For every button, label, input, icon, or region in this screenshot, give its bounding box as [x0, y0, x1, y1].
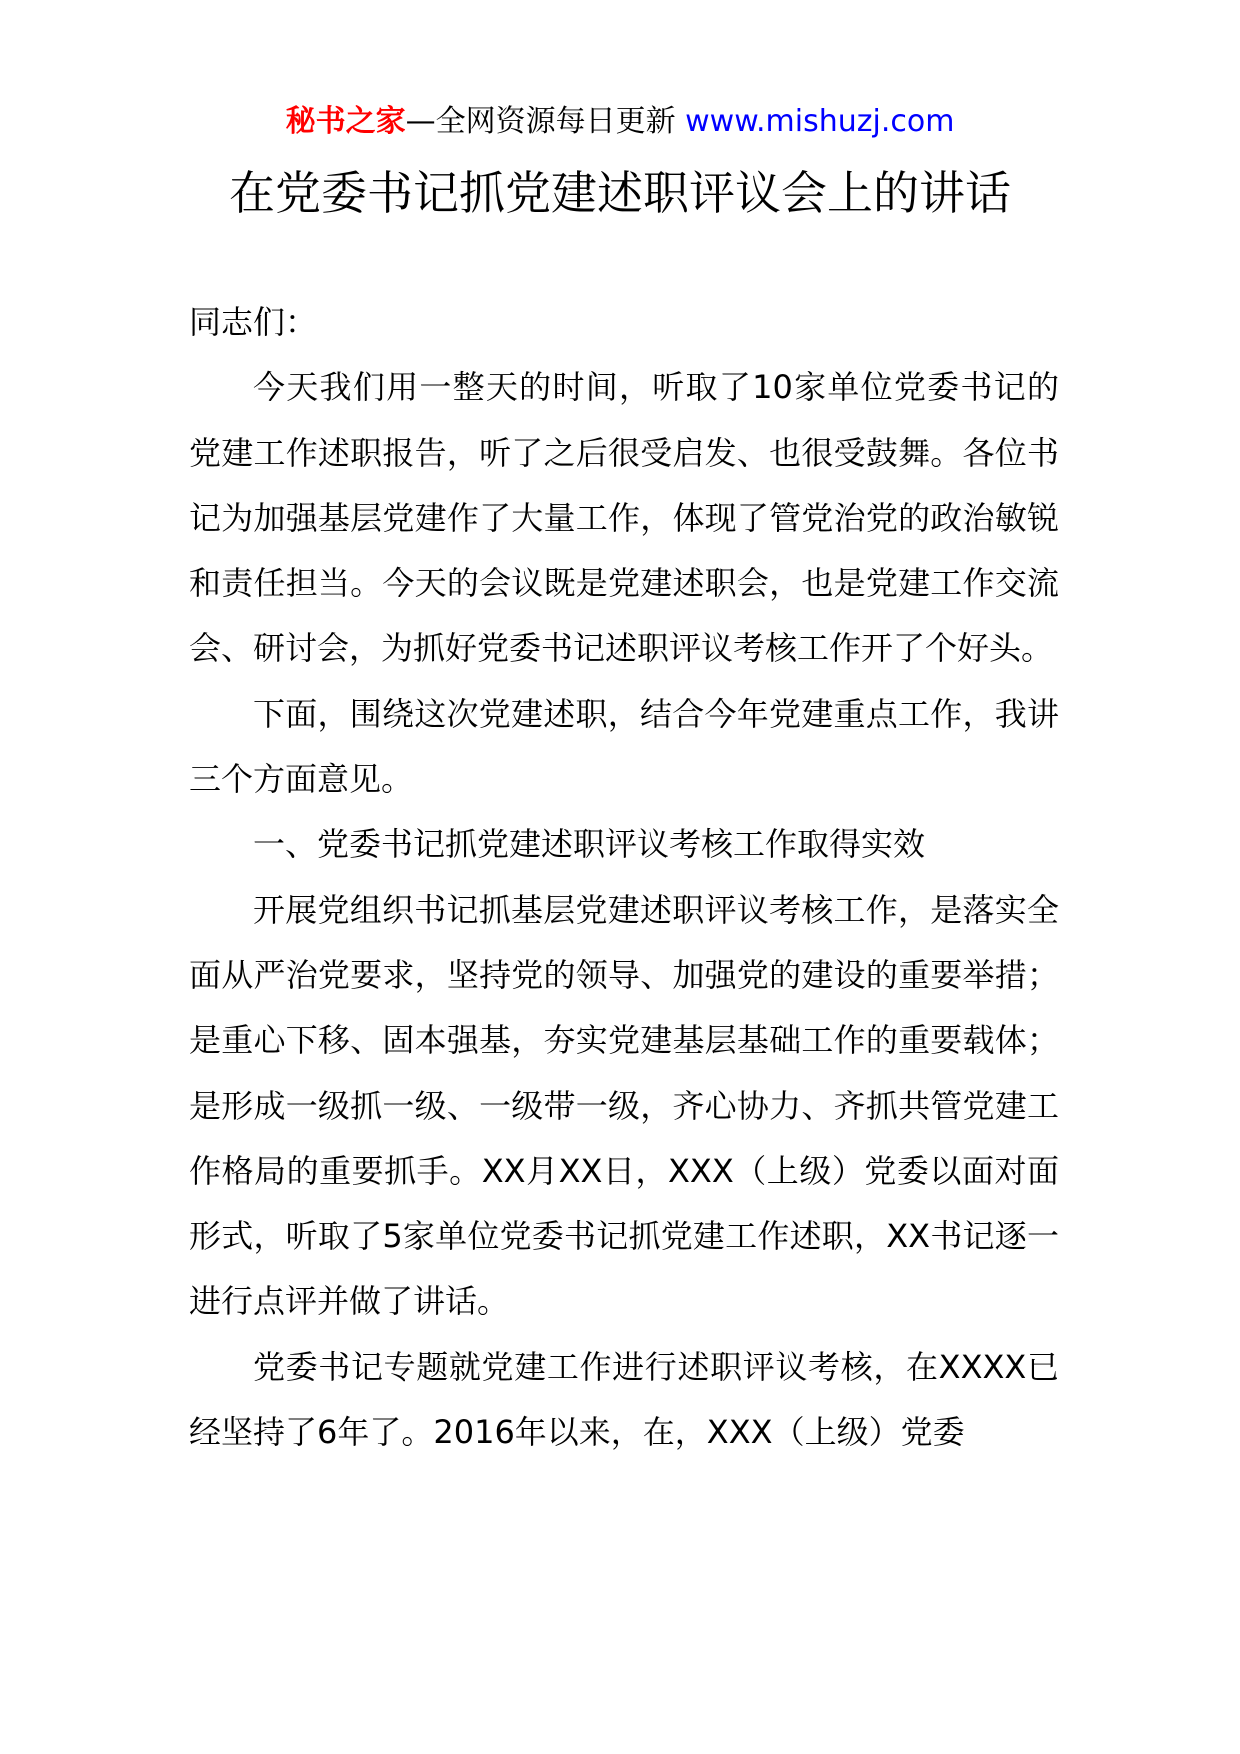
site-banner: [0, 100, 1240, 144]
paragraph-intro: 今天我们用一整天的时间，听取了10家单位党委书记的党建工作述职报告，听了之后很受启发、也很受鼓舞。各位书记为加强基层党建作了大量工作，体现了管党治党的政治敏锐和责任担当。今天的会议既是党建述职会，也是党建工作交流会、研讨会，为抓好党委书记述职评议考核工作开了个好头。: [189, 368, 1059, 668]
salutation: 同志们：: [189, 303, 318, 341]
paragraph-outline: 下面，围绕这次党建述职，结合今年党建重点工作，我讲三个方面意见。: [189, 694, 1059, 799]
banner-tagline: —全网资源每日更新: [405, 104, 686, 139]
paragraph-section-1-continued: 党委书记专题就党建工作进行述职评议考核，在XXXX已经坚持了6年了。2016年以来，在，XXX（上级）党委: [189, 1347, 1059, 1452]
paragraph-section-1: 开展党组织书记抓基层党建述职评议考核工作，是落实全面从严治党要求，坚持党的领导、加强党的建设的重要举措；是重心下移、固本强基，夯实党建基层基础工作的重要载体；是形成一级抓一级、一级带一级，齐心协力、齐抓共管党建工作格局的重要抓手。XX月XX日，XXX（上级）党委以面对面形式，听取了5家单位党委书记抓党建工作述职，XX书记逐一进行点评并做了讲话。: [189, 890, 1059, 1321]
brand-name: 秘书之家: [285, 104, 406, 139]
section-heading-1: 一、党委书记抓党建述职评议考核工作取得实效: [253, 825, 926, 864]
document-title: 在党委书记抓党建述职评议会上的讲话: [229, 166, 1011, 220]
document-body: [189, 290, 1059, 1465]
site-url-link[interactable]: www.mishuzj.com: [685, 104, 955, 139]
